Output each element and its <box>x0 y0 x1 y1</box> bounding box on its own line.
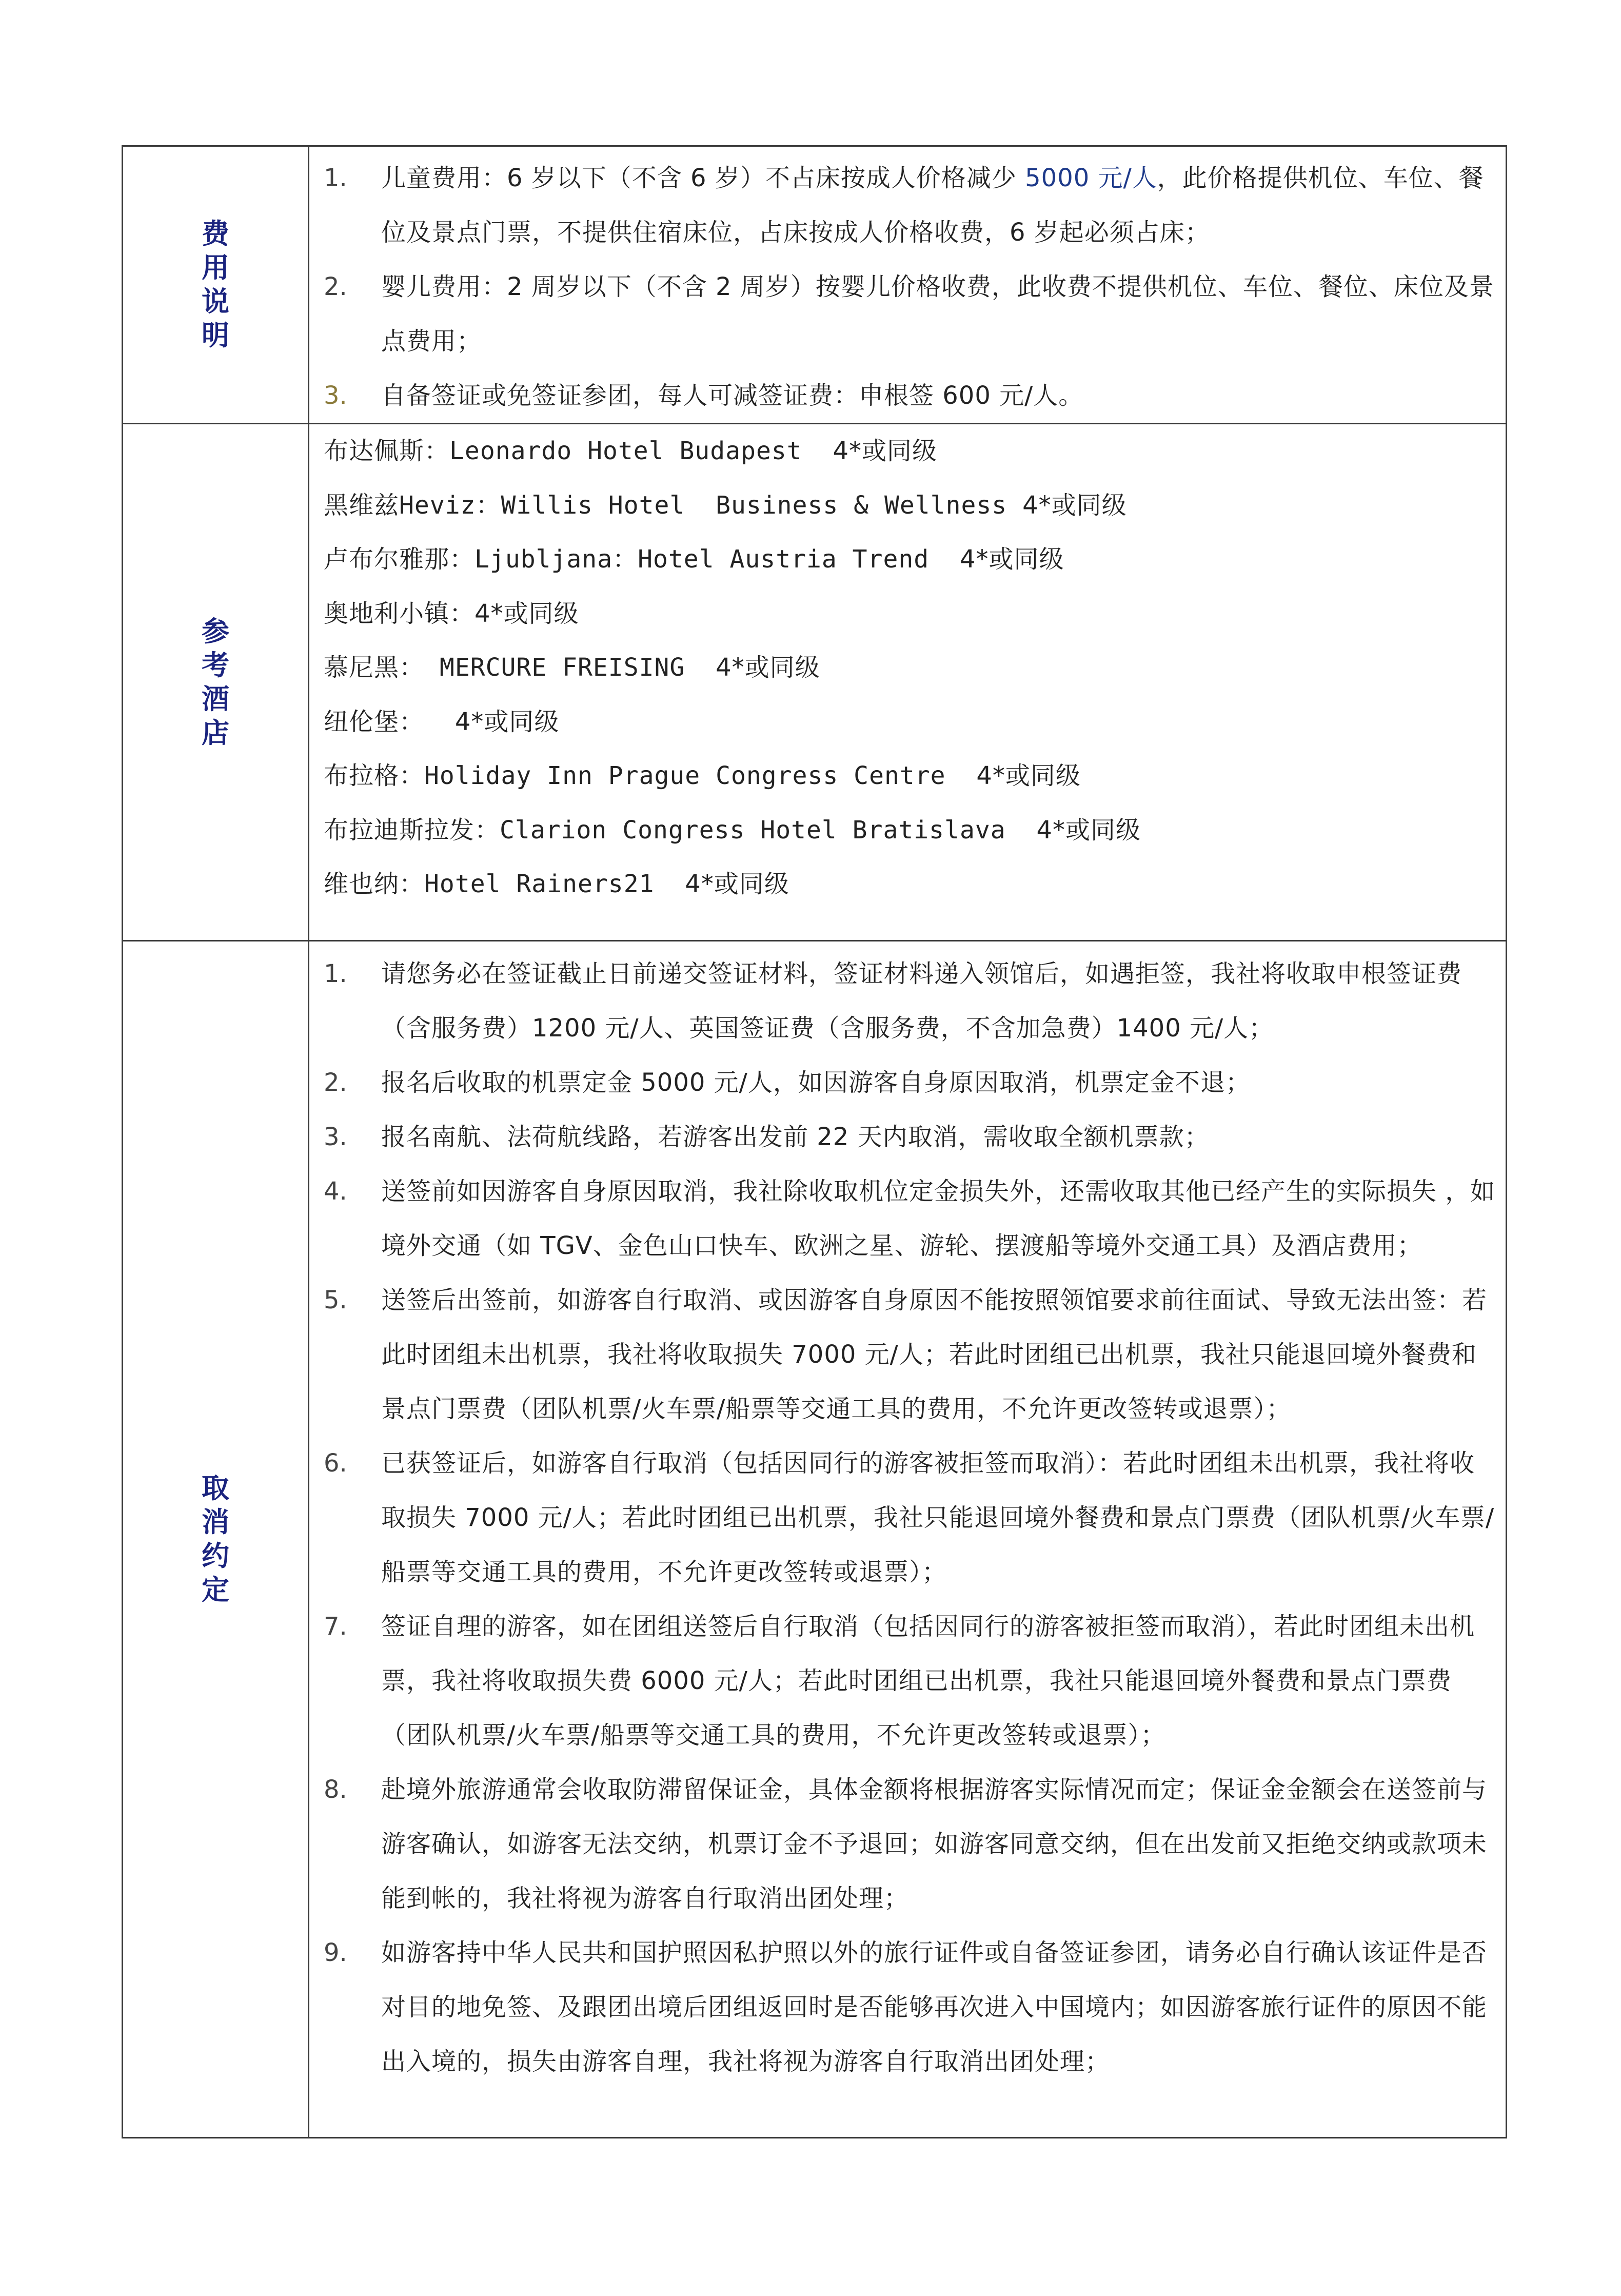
cancel-item: 1. 请您务必在签证截止日前递交签证材料，签证材料递入领馆后，如遇拒签，我社将收取申根签证费（含服务费）1200 元/人、英国签证费（含服务费，不含加急费）1400 元/人； <box>324 959 1462 1043</box>
fees-row <box>123 146 1507 424</box>
hotel-item: 奥地利小镇：4*或同级 <box>324 599 579 628</box>
cancel-item: 7. 签证自理的游客，如在团组送签后自行取消（包括因同行的游客被拒签而取消），若此时团组未出机票，我社将收取损失费 6000 元/人；若此时团组已出机票，我社只能退回境外餐费和景点门票费（团队机票/火车票/船票等交通工具的费用，不允许更改签转或退票）； <box>324 1612 1475 1750</box>
fee-item: 1. 儿童费用：6 岁以下（不含 6 岁）不占床按成人价格减少 5000 元/人，此价格提供机位、车位、餐位及景点门票，不提供住宿床位，占床按成人价格收费，6 岁起必须占床； <box>324 164 1484 247</box>
fee-item: 2. 婴儿费用：2 周岁以下（不含 2 周岁）按婴儿价格收费，此收费不提供机位、车位、餐位、床位及景点费用； <box>324 272 1494 356</box>
cancel-item: 2. 报名后收取的机票定金 5000 元/人，如因游客自身原因取消，机票定金不退； <box>324 1068 1251 1097</box>
info-table <box>122 145 1507 2138</box>
hotel-item: 布拉格：Holiday Inn Prague Congress Centre 4*或同级 <box>324 761 1081 790</box>
hotel-item: 慕尼黑： MERCURE FREISING 4*或同级 <box>324 653 820 682</box>
cancel-label-cell <box>123 941 309 2138</box>
hotels-label-cell <box>123 424 309 941</box>
cancel-item: 4. 送签前如因游客自身原因取消，我社除收取机位定金损失外，还需收取其他已经产生的实际损失 ，如境外交通（如 TGV、金色山口快车、欧洲之星、游轮、摆渡船等境外交通工具）及酒店费用； <box>324 1177 1496 1260</box>
hotel-item: 布拉迪斯拉发：Clarion Congress Hotel Bratislava 4*或同级 <box>324 815 1141 845</box>
hotel-item: 黑维兹Heviz：Willis Hotel Business & Wellness 4*或同级 <box>324 490 1127 520</box>
hotel-item: 布达佩斯：Leonardo Hotel Budapest 4*或同级 <box>324 437 938 465</box>
hotel-item: 纽伦堡： 4*或同级 <box>324 707 560 736</box>
hotel-item: 维也纳：Hotel Rainers21 4*或同级 <box>324 870 789 898</box>
cancel-row <box>123 941 1507 2138</box>
hotel-item: 卢布尔雅那：Ljubljana：Hotel Austria Trend 4*或同级 <box>324 545 1064 574</box>
fees-label: 费用说明 <box>202 218 229 351</box>
fees-label-cell <box>123 146 309 424</box>
fees-content <box>309 146 1507 424</box>
fee-item: 3. 自备签证或免签证参团，每人可减签证费：申根签 600 元/人。 <box>324 381 1084 410</box>
hotels-content <box>309 424 1507 941</box>
child-discount-amount: 5000 元/人 <box>1025 164 1157 192</box>
cancel-item: 3. 报名南航、法荷航线路，若游客出发前 22 天内取消，需收取全额机票款； <box>324 1123 1210 1151</box>
hotels-label: 参考酒店 <box>202 615 229 749</box>
hotels-row <box>123 424 1507 941</box>
cancel-content <box>309 941 1507 2138</box>
cancel-label: 取消约定 <box>202 1472 229 1606</box>
cancel-item: 6. 已获签证后，如游客自行取消（包括因同行的游客被拒签而取消）：若此时团组未出机票，我社将收取损失 7000 元/人；若此时团组已出机票，我社只能退回境外餐费和景点门票费（团队机票/火车票/船票等交通工具的费用，不允许更改签转或退票）； <box>324 1449 1495 1586</box>
cancel-item: 9. 如游客持中华人民共和国护照因私护照以外的旅行证件或自备签证参团，请务必自行确认该证件是否对目的地免签、及跟团出境后团组返回时是否能够再次进入中国境内；如因游客旅行证件的原因不能出入境的，损失由游客自理，我社将视为游客自行取消出团处理； <box>324 1938 1488 2076</box>
cancel-item: 5. 送签后出签前，如游客自行取消、或因游客自身原因不能按照领馆要求前往面试、导致无法出签：若此时团组未出机票，我社将收取损失 7000 元/人；若此时团组已出机票，我社只能退回境外餐费和景点门票费（团队机票/火车票/船票等交通工具的费用，不允许更改签转或退票）； <box>324 1286 1488 1423</box>
cancel-item: 8. 赴境外旅游通常会收取防滞留保证金，具体金额将根据游客实际情况而定；保证金金额会在送签前与游客确认，如游客无法交纳，机票订金不予退回；如游客同意交纳，但在出发前又拒绝交纳或款项未能到帐的，我社将视为游客自行取消出团处理； <box>324 1775 1488 1913</box>
